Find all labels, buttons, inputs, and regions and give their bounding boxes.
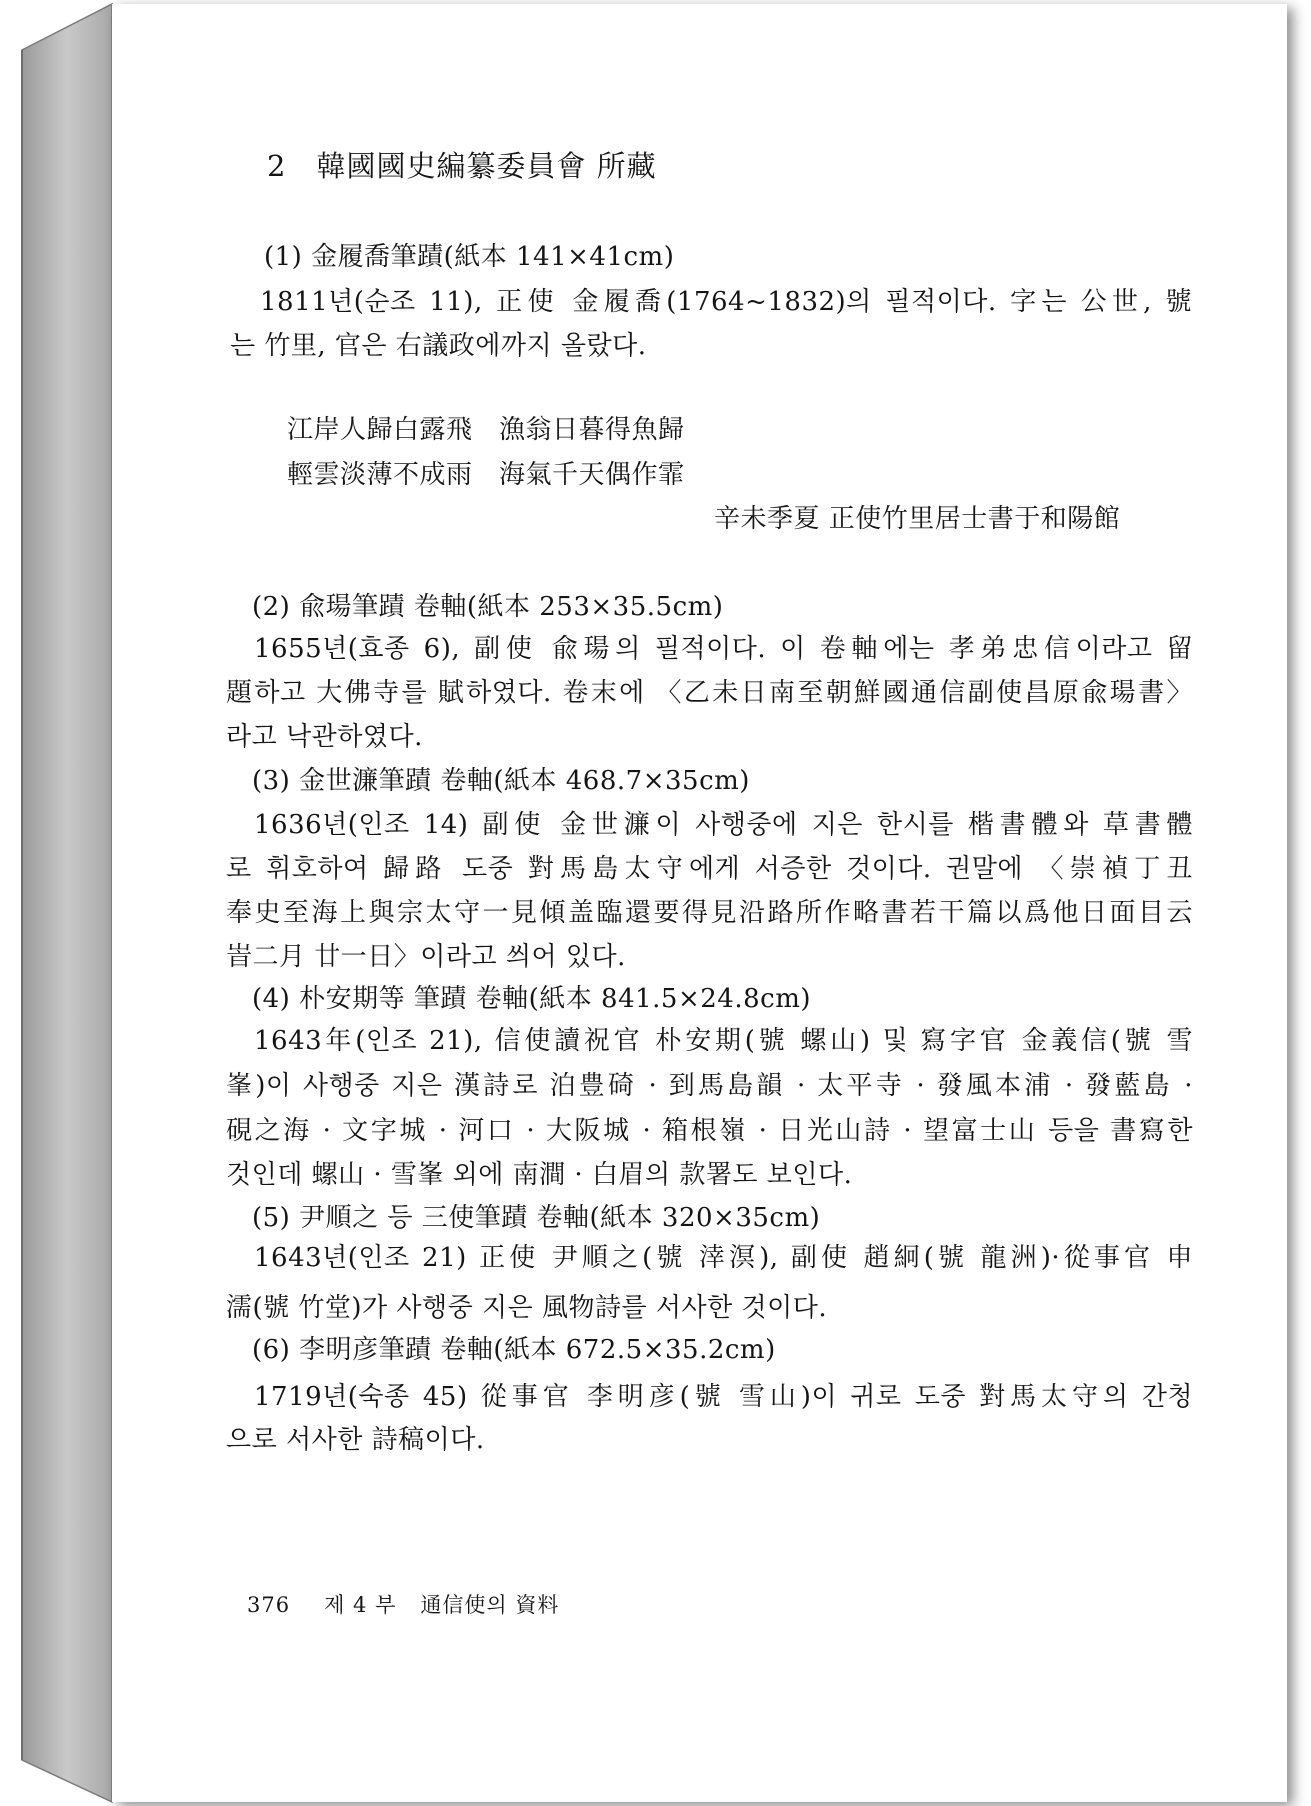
item-3-line-3: 奉史至海上與宗太守一見傾盖臨還要得見沿路所作略書若干篇以爲他日面目云	[226, 898, 1193, 928]
item-2-heading: (2) 兪瑒筆蹟 卷軸(紙本 253×35.5cm)	[252, 592, 724, 622]
item-3-heading: (3) 金世濂筆蹟 卷軸(紙本 468.7×35cm)	[252, 766, 750, 796]
poem-line-1: 江岸人歸白露飛 漁翁日暮得魚歸	[287, 415, 685, 445]
item-4-line-3: 硯之海 · 文字城 · 河口 · 大阪城 · 箱根嶺 · 日光山詩 · 望富士山 등을 書寫한	[226, 1116, 1193, 1146]
poem-line-2: 輕雲淡薄不成雨 海氣千天偶作霏	[287, 460, 685, 490]
item-6-line-1: 1719년(숙종 45) 從事官 李明彦(號 雪山)이 귀로 도중 對馬太守의 간청	[254, 1382, 1193, 1412]
item-1-line-1: 1811년(순조 11), 正使 金履喬(1764~1832)의 필적이다. 字는 公世, 號	[260, 287, 1192, 317]
item-4-line-1: 1643年(인조 21), 信使讀祝官 朴安期(號 螺山) 및 寫字官 金義信(號 雪	[254, 1026, 1193, 1056]
item-6-line-2: 으로 서사한 詩稿이다.	[226, 1425, 485, 1455]
item-2-line-3: 라고 낙관하였다.	[226, 722, 423, 752]
section-heading	[267, 150, 657, 182]
item-4-line-4: 것인데 螺山 · 雪峯 외에 南澗 · 白眉의 款署도 보인다.	[226, 1160, 853, 1190]
item-3-line-2: 로 휘호하여 歸路 도중 對馬島太守에게 서증한 것이다. 권말에 〈崇禎丁丑	[226, 854, 1193, 884]
page-number: 376	[247, 1593, 291, 1617]
part-label: 제 4 부	[324, 1593, 397, 1617]
item-1-heading: (1) 金履喬筆蹟(紙本 141×41cm)	[264, 242, 675, 272]
poem-signature: 辛未季夏 正使竹里居士書于和陽館	[714, 504, 1121, 534]
item-5-heading: (5) 尹順之 등 三使筆蹟 卷軸(紙本 320×35cm)	[252, 1203, 821, 1233]
page-content	[112, 4, 1287, 1802]
item-1-line-2: 는 竹里, 官은 右議政에까지 올랐다.	[230, 331, 647, 361]
item-3-line-1: 1636년(인조 14) 副使 金世濂이 사행중에 지은 한시를 楷書體와 草書體	[254, 810, 1193, 840]
item-4-line-2: 峯)이 사행중 지은 漢詩로 泊豊碕 · 到馬島韻 · 太平寺 · 發風本浦 · 發藍島 ·	[226, 1071, 1193, 1101]
book-page	[112, 4, 1287, 1802]
item-6-heading: (6) 李明彦筆蹟 卷軸(紙本 672.5×35.2cm)	[252, 1335, 776, 1365]
item-3-line-4: 峕二月 廿一日〉이라고 씌어 있다.	[226, 942, 626, 972]
item-2-line-2: 題하고 大佛寺를 賦하였다. 卷末에 〈乙未日南至朝鮮國通信副使昌原兪瑒書〉	[226, 678, 1193, 708]
item-5-line-2: 濡(號 竹堂)가 사행중 지은 風物詩를 서사한 것이다.	[226, 1293, 828, 1323]
item-5-line-1: 1643년(인조 21) 正使 尹順之(號 涬溟), 副使 趙絅(號 龍洲)·從事官 申	[254, 1243, 1193, 1273]
section-number: 2	[267, 149, 287, 183]
item-4-heading: (4) 朴安期等 筆蹟 卷軸(紙本 841.5×24.8cm)	[252, 984, 811, 1014]
item-2-line-1: 1655년(효종 6), 副使 兪瑒의 필적이다. 이 卷軸에는 孝弟忠信이라고 留	[254, 634, 1193, 664]
page-footer	[247, 1589, 559, 1621]
part-title: 通信使의 資料	[420, 1593, 560, 1617]
section-title: 韓國國史編纂委員會 所藏	[316, 149, 657, 183]
